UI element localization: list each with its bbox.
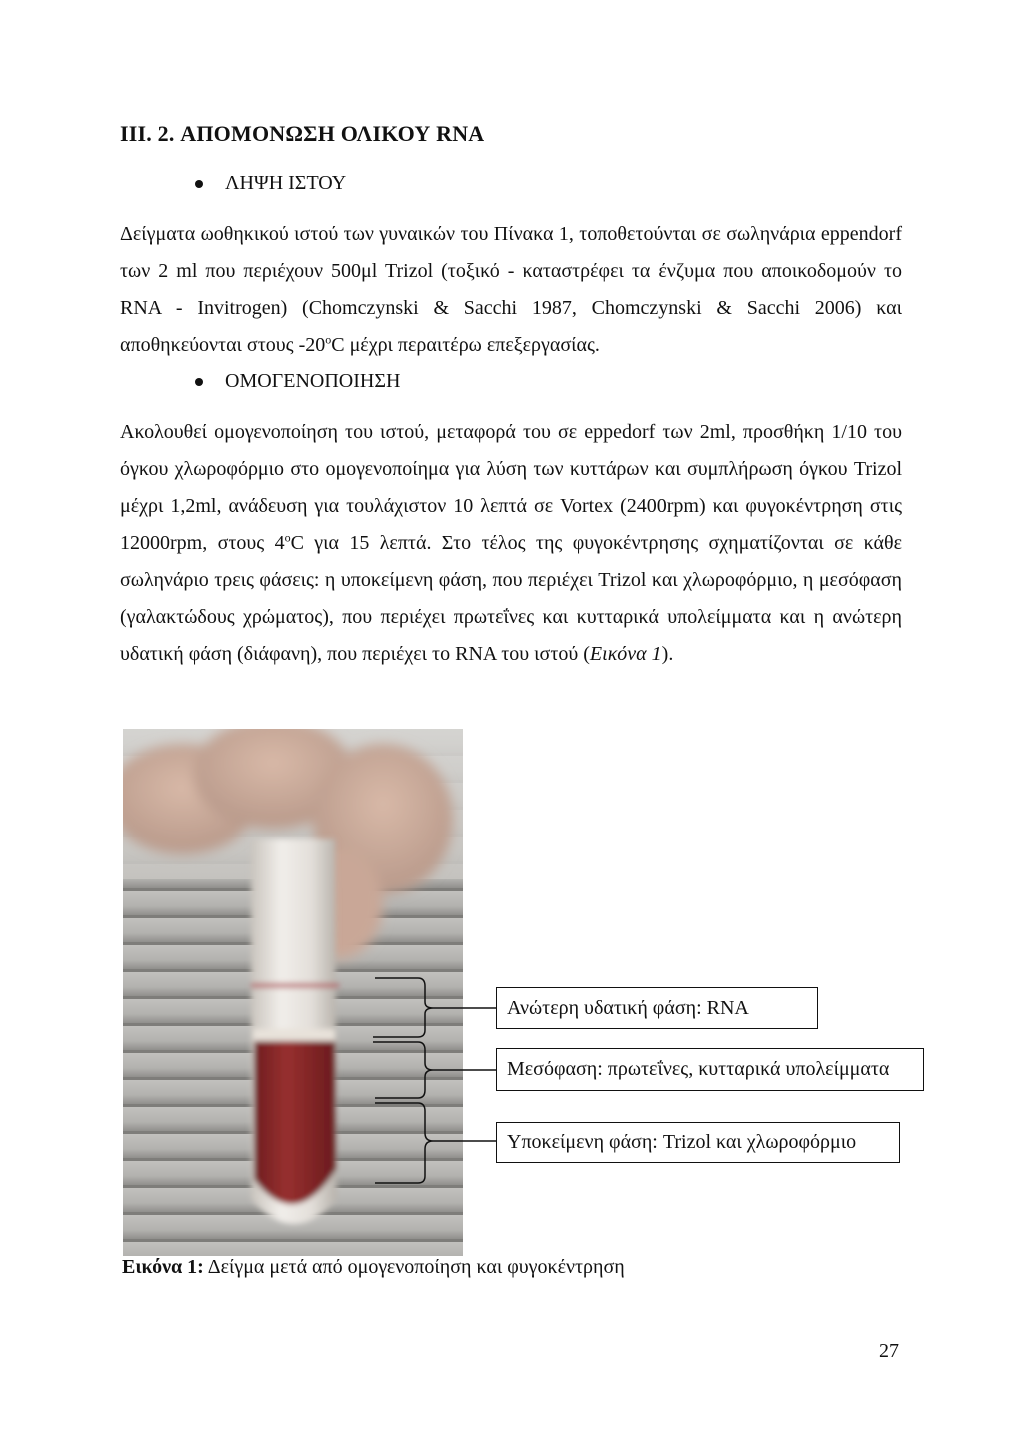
page-number: 27 [879, 1340, 899, 1362]
caption-label: Εικόνα 1: [122, 1256, 204, 1278]
paragraph-homogenization [120, 414, 902, 673]
bullet-dot-icon [195, 378, 203, 386]
label-upper-phase [496, 987, 818, 1029]
section-heading: III. 2. ΑΠΟΜΟΝΩΣΗ ΟΛΙΚΟΥ RNA [120, 121, 485, 146]
bullet-label: ΟΜΟΓΕΝΟΠΟΙΗΣΗ [225, 370, 401, 392]
label-middle-phase [496, 1048, 924, 1091]
paragraph-text: Ακολουθεί ομογενοποίηση του ιστού, μεταφορά του σε eppedorf των 2ml, προσθήκη 1/10 του όγκου χλωροφόρμιο στο ομογενοποίημα για λύση των κυττάρων και συμπλήρωση όγκου Trizol μέχρι 1,2ml, ανάδευση για τουλάχιστον 10 λεπτά σε Vortex (2400rpm) και φυγοκέντρηση στις 12000rpm, στους 4 [120, 421, 902, 554]
bullet-dot-icon [195, 180, 203, 188]
paragraph-tissue-collection [120, 216, 902, 364]
degree-superscript: o [325, 332, 332, 347]
label-text: Μεσόφαση: πρωτεΐνες, κυτταρικά υπολείμματα [507, 1058, 890, 1080]
figure-caption [122, 1256, 625, 1279]
paragraph-text: ). [661, 643, 674, 665]
degree-superscript: o [284, 530, 291, 545]
bullet-label: ΛΗΨΗ ΙΣΤΟΥ [225, 172, 347, 194]
label-text: Ανώτερη υδατική φάση: RNA [507, 996, 749, 1019]
sample-tube-illustration [123, 729, 463, 1256]
paragraph-text: C για 15 λεπτά. Στο τέλος της φυγοκέντρησης σχηματίζονται σε κάθε σωληνάριο τρεις φάσεις: η υποκείμενη φάση, που περιέχει Trizol και χλωροφόρμιο, η μεσόφαση (γαλακτώδους χρώματος), που περιέχει πρωτεΐνες και κυτταρικά υπολείμματα και η ανώτερη υδατική φάση (διάφανη), που περιέχει το RNA του ιστού ( [120, 532, 902, 665]
figure-reference: Εικόνα 1 [589, 643, 662, 665]
caption-text: Δείγμα μετά από ομογενοποίηση και φυγοκέντρηση [203, 1256, 625, 1278]
centrifuged-sample-photo [123, 729, 463, 1256]
paragraph-text: Δείγματα ωοθηκικού ιστού των γυναικών του Πίνακα 1, τοποθετούνται σε σωληνάρια eppendorf των 2 ml που περιέχουν 500μl Trizol (τοξικό - καταστρέφει τα ένζυμα που αποικοδομούν το RNA - Invitrogen) (Chomczynski & Sacchi 1987, Chomczynski & Sacchi 2006) και αποθηκεύονται στους -20 [120, 223, 902, 356]
label-text: Υποκείμενη φάση: Trizol και χλωροφόρμιο [507, 1131, 857, 1153]
label-lower-phase [496, 1122, 900, 1163]
paragraph-text: C μέχρι περαιτέρω επεξεργασίας. [331, 334, 600, 356]
